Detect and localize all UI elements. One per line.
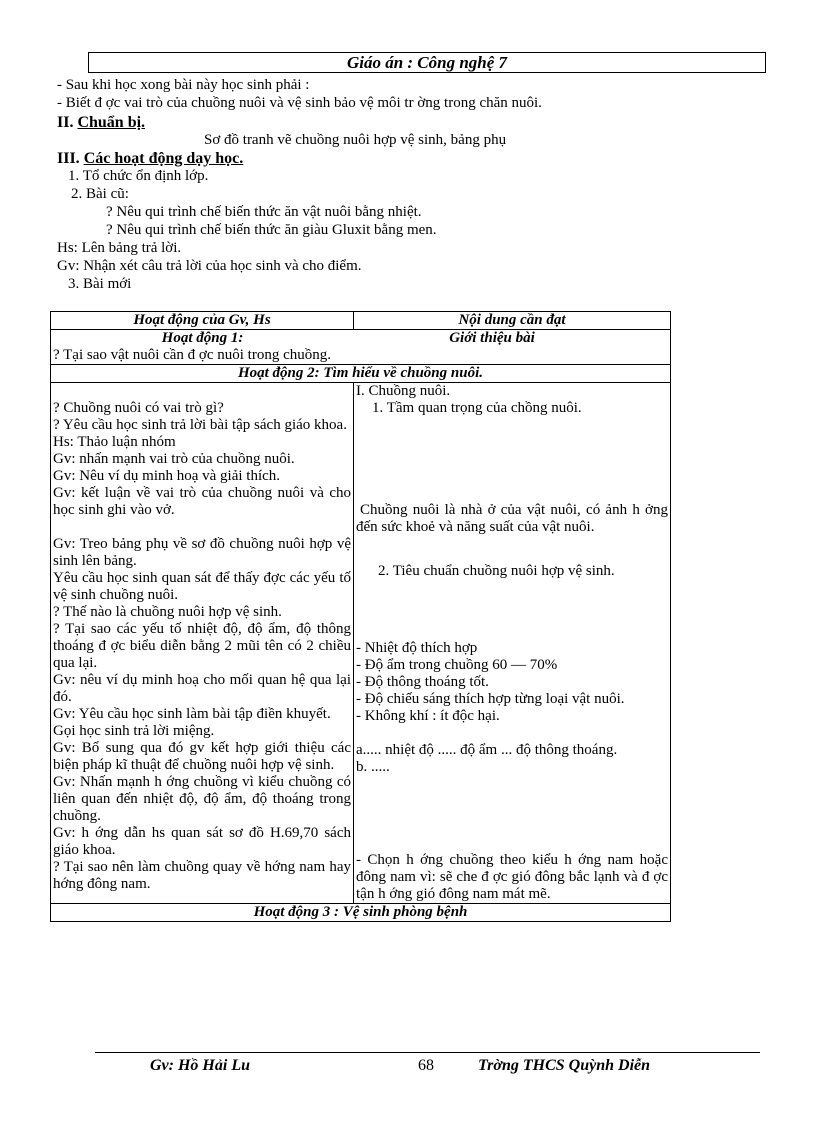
section-3-heading	[57, 150, 243, 167]
intro-line-1: - Sau khi học xong bài này học sinh phải :	[57, 77, 310, 93]
section-3-line: 1. Tổ chức ổn định lớp.	[68, 168, 209, 184]
table-line: Gv: h ớng dẫn hs quan sát sơ đồ H.69,70 sách giáo khoa.	[53, 825, 351, 858]
table-line: Gv: Nêu ví dụ minh hoạ và giải thích.	[53, 468, 281, 484]
activity-1-label: Hoạt động 1:	[161, 330, 244, 346]
table-line: ? Tại sao các yếu tố nhiệt độ, độ ẩm, độ thông thoáng đ ợc biểu diễn bằng 2 mũi tên có 2 chiều qua lại.	[53, 621, 351, 671]
table-line: Gv: Treo bảng phụ về sơ đồ chuồng nuôi hợp vệ sinh lên bảng.	[53, 536, 351, 569]
table-line: - Độ thông thoáng tốt.	[356, 674, 489, 690]
table-line: Yêu cầu học sinh quan sát để thấy đợc các yếu tố vệ sinh chuồng nuôi.	[53, 570, 351, 603]
activity-1-question: ? Tại sao vật nuôi cần đ ợc nuôi trong chuồng.	[53, 347, 332, 363]
section-3-line: Gv: Nhận xét câu trả lời của học sinh và cho điểm.	[57, 258, 362, 274]
table-line: - Độ chiếu sáng thích hợp từng loại vật nuôi.	[356, 691, 625, 707]
activity-2-header-row	[51, 365, 671, 383]
section-3-number: III.	[57, 150, 80, 167]
section-2-text: Sơ đồ tranh vẽ chuồng nuôi hợp vệ sinh, bảng phụ	[204, 132, 507, 148]
activity-1-title: Giới thiệu bài	[449, 330, 535, 346]
table-line: I. Chuồng nuôi.	[356, 383, 451, 399]
table-line: - Độ ẩm trong chuồng 60 — 70%	[356, 657, 558, 673]
table-line: Gọi học sinh trả lời miệng.	[53, 723, 215, 739]
table-line: Gv: kết luận về vai trò của chuồng nuôi và cho học sinh ghi vào vở.	[53, 485, 351, 518]
section-3-title: Các hoạt động dạy học.	[83, 150, 244, 167]
footer-author: Gv: Hồ Hải Lu	[150, 1057, 250, 1074]
table-line: ? Thế nào là chuồng nuôi hợp vệ sinh.	[53, 604, 282, 620]
header-title: Giáo án : Công nghệ 7	[346, 53, 508, 72]
section-3-line: 3. Bài mới	[68, 276, 132, 292]
section-2-heading	[57, 114, 145, 131]
table-header-row	[51, 312, 671, 330]
lesson-activities-table	[50, 311, 671, 922]
section-3-line: Hs: Lên bảng trả lời.	[57, 240, 182, 256]
table-line: ? Chuồng nuôi có vai trò gì?	[53, 400, 224, 416]
table-line: Gv: nêu ví dụ minh hoạ cho mối quan hệ qua lại đó.	[53, 672, 351, 705]
table-line: Chuồng nuôi là nhà ở của vật nuôi, có ảnh h ởng đến sức khoẻ và năng suất của vật nuôi.	[356, 502, 668, 535]
section-3-line: ? Nêu qui trình chế biến thức ăn vật nuôi bằng nhiệt.	[106, 204, 422, 220]
teacher-student-column	[51, 383, 354, 904]
section-3-line: 2. Bài cũ:	[71, 186, 129, 202]
table-line: Gv: Nhấn mạnh h ớng chuồng vì kiểu chuồng có liên quan đến nhiệt độ, độ ẩm, độ thoáng trong chuồng.	[53, 774, 351, 824]
table-line: - Chọn h ớng chuồng theo kiểu h ớng nam hoặc đông nam vì: sẽ che đ ợc gió đông bắc lạnh và đ ợc tận h ớng gió đông nam mát mẽ.	[356, 852, 668, 902]
col-header-left: Hoạt động của Gv, Hs	[51, 312, 354, 330]
activity-2-title: Hoạt động 2: Tìm hiểu về chuồng nuôi.	[51, 365, 671, 383]
table-line: ? Yêu cầu học sinh trả lời bài tập sách giáo khoa.	[53, 417, 347, 433]
table-line: Gv: nhấn mạnh vai trò của chuồng nuôi.	[53, 451, 295, 467]
footer-divider	[95, 1052, 760, 1053]
table-line: - Không khí : ít độc hại.	[356, 708, 500, 724]
table-line: a..... nhiệt độ ..... độ ẩm ... độ thông thoáng.	[356, 742, 618, 758]
table-line: 1. Tầm quan trọng của chồng nuôi.	[372, 400, 582, 416]
activity-3-title: Hoạt động 3 : Vệ sinh phòng bệnh	[51, 904, 671, 922]
table-line: Gv: Bổ sung qua đó gv kết hợp giới thiệu các biện pháp kĩ thuật để chuồng nuôi hợp vệ sinh.	[53, 740, 351, 773]
col-header-right: Nội dung cần đạt	[354, 312, 671, 330]
activity-1-row	[51, 330, 671, 365]
table-line: Gv: Yêu cầu học sinh làm bài tập điền khuyết.	[53, 706, 331, 722]
activity-3-header-row	[51, 904, 671, 922]
table-line: 2. Tiêu chuẩn chuồng nuôi hợp vệ sinh.	[378, 563, 615, 579]
table-line: b. .....	[356, 759, 390, 775]
section-2-number: II.	[57, 114, 74, 131]
page-header-box	[88, 52, 766, 73]
page-number: 68	[418, 1057, 434, 1074]
table-line: - Nhiệt độ thích hợp	[356, 640, 478, 656]
activity-2-content-row	[51, 383, 671, 904]
intro-line-2: - Biết đ ợc vai trò của chuồng nuôi và vệ sinh bảo vệ môi tr ờng trong chăn nuôi.	[57, 95, 542, 111]
table-line: Hs: Thảo luận nhóm	[53, 434, 176, 450]
table-line: ? Tại sao nên làm chuồng quay về hớng nam hay hớng đông nam.	[53, 859, 351, 892]
content-column	[354, 383, 671, 904]
footer-school: Trờng THCS Quỳnh Diễn	[478, 1057, 651, 1074]
section-3-line: ? Nêu qui trình chế biến thức ăn giàu Gluxit bằng men.	[106, 222, 437, 238]
section-2-title: Chuẩn bị.	[77, 114, 146, 131]
